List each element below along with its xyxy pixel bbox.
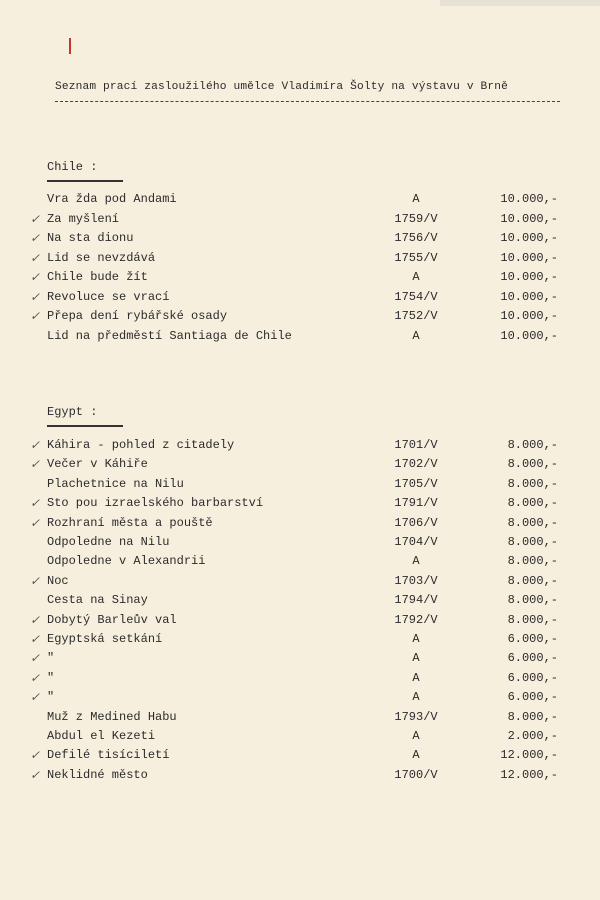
catalog-code: 1703/V [394, 573, 438, 588]
check-mark: ✓ [30, 612, 41, 627]
catalog-code: 1701/V [394, 438, 438, 452]
page-corner-shadow [440, 0, 600, 6]
work-price: 12.000,- [500, 748, 558, 763]
work-row [0, 290, 600, 309]
work-row [0, 212, 600, 231]
section-underline-chile [47, 180, 123, 182]
work-row [0, 309, 600, 328]
work-title: " [47, 690, 55, 705]
work-row [0, 457, 600, 476]
catalog-code: 1754/V [394, 289, 438, 304]
work-price: 8.000,- [507, 438, 558, 452]
work-price: 6.000,- [507, 651, 558, 666]
section-heading-chile: Chile : [47, 160, 98, 174]
catalog-code: 1792/V [394, 612, 438, 627]
work-title: Odpoledne v Alexandrii [47, 554, 206, 569]
work-title: Rozhraní města a pouště [47, 515, 213, 530]
work-price: 10.000,- [500, 192, 558, 206]
work-title: Abdul el Kezeti [47, 729, 156, 743]
document-title: Seznam prací zasloužilého umělce Vladimíra Šolty na výstavu v Brně [55, 81, 508, 93]
work-price: 10.000,- [500, 211, 558, 226]
check-mark: ✓ [30, 690, 41, 705]
work-price: 8.000,- [507, 573, 558, 588]
work-price: 8.000,- [507, 593, 558, 608]
work-row [0, 768, 600, 787]
catalog-code: 1704/V [394, 535, 438, 549]
catalog-code: 1759/V [394, 211, 438, 226]
work-row [0, 516, 600, 535]
check-mark: ✓ [30, 632, 41, 646]
check-mark: ✓ [30, 211, 41, 226]
check-mark: ✓ [30, 438, 41, 452]
catalog-code: A [412, 670, 420, 685]
work-title: Chile bude žít [47, 270, 148, 284]
work-title: Neklidné město [47, 767, 148, 782]
work-price: 6.000,- [507, 690, 558, 705]
work-title: Vra žda pod Andami [47, 192, 177, 206]
work-price: 8.000,- [507, 515, 558, 530]
check-mark: ✓ [30, 270, 41, 284]
work-price: 10.000,- [500, 289, 558, 304]
catalog-code: 1706/V [394, 515, 438, 530]
work-price: 6.000,- [507, 632, 558, 646]
work-price: 8.000,- [507, 535, 558, 549]
work-title: Sto pou izraelského barbarství [47, 496, 264, 511]
work-row [0, 651, 600, 670]
work-price: 10.000,- [500, 270, 558, 284]
catalog-code: 1793/V [394, 709, 438, 724]
check-mark: ✓ [30, 496, 41, 511]
work-price: 2.000,- [507, 729, 558, 743]
work-row [0, 729, 600, 748]
work-title: Muž z Medined Habu [47, 709, 177, 724]
work-price: 10.000,- [500, 231, 558, 245]
work-row [0, 748, 600, 767]
work-row [0, 535, 600, 554]
work-price: 10.000,- [500, 250, 558, 265]
title-underline [55, 101, 560, 102]
work-price: 8.000,- [507, 476, 558, 491]
check-mark: ✓ [30, 573, 41, 588]
check-mark: ✓ [30, 289, 41, 304]
check-mark: ✓ [30, 250, 41, 265]
work-row [0, 329, 600, 348]
catalog-code: 1752/V [394, 309, 438, 323]
check-mark: ✓ [30, 231, 41, 245]
work-row [0, 477, 600, 496]
work-title: " [47, 670, 55, 685]
check-mark: ✓ [30, 748, 41, 763]
work-title: " [47, 651, 55, 666]
work-row [0, 574, 600, 593]
work-price: 10.000,- [500, 309, 558, 323]
catalog-code: 1755/V [394, 250, 438, 265]
work-row [0, 251, 600, 270]
work-title: Na sta dionu [47, 231, 134, 245]
work-price: 6.000,- [507, 670, 558, 685]
work-price: 8.000,- [507, 554, 558, 569]
catalog-code: 1700/V [394, 767, 438, 782]
work-price: 10.000,- [500, 328, 558, 343]
work-title: Lid se nevzdává [47, 250, 156, 265]
work-price: 12.000,- [500, 767, 558, 782]
section-heading-egypt: Egypt : [47, 405, 98, 419]
work-title: Noc [47, 573, 69, 588]
work-row [0, 593, 600, 612]
check-mark: ✓ [30, 309, 41, 323]
work-title: Revoluce se vrací [47, 289, 170, 304]
work-price: 8.000,- [507, 612, 558, 627]
work-row [0, 710, 600, 729]
work-row [0, 671, 600, 690]
work-row [0, 496, 600, 515]
work-title: Defilé tisíciletí [47, 748, 170, 763]
catalog-code: A [412, 632, 420, 646]
work-price: 8.000,- [507, 457, 558, 472]
catalog-code: 1756/V [394, 231, 438, 245]
section-underline-egypt [47, 425, 123, 427]
catalog-code: A [412, 192, 420, 206]
catalog-code: A [412, 748, 420, 763]
catalog-code: A [412, 729, 420, 743]
work-row [0, 270, 600, 289]
catalog-code: 1791/V [394, 496, 438, 511]
catalog-code: A [412, 554, 420, 569]
work-price: 8.000,- [507, 709, 558, 724]
work-row [0, 632, 600, 651]
check-mark: ✓ [30, 670, 41, 685]
work-title: Dobytý Barleův val [47, 612, 177, 627]
work-title: Egyptská setkání [47, 632, 163, 646]
work-title: Přepa dení rybářské osady [47, 309, 228, 323]
catalog-code: A [412, 270, 420, 284]
check-mark: ✓ [30, 651, 41, 666]
check-mark: ✓ [30, 767, 41, 782]
check-mark: ✓ [30, 515, 41, 530]
red-pencil-mark [69, 38, 71, 54]
catalog-code: 1705/V [394, 476, 438, 491]
work-price: 8.000,- [507, 496, 558, 511]
work-title: Káhira - pohled z citadely [47, 438, 235, 452]
work-title: Za myšlení [47, 211, 120, 226]
work-row [0, 554, 600, 573]
work-row [0, 613, 600, 632]
catalog-code: A [412, 651, 420, 666]
work-title: Lid na předměstí Santiaga de Chile [47, 328, 292, 343]
work-title: Cesta na Sinay [47, 593, 148, 608]
catalog-code: A [412, 328, 420, 343]
work-row [0, 438, 600, 457]
catalog-code: 1702/V [394, 457, 438, 472]
work-row [0, 192, 600, 211]
work-title: Plachetnice na Nilu [47, 476, 184, 491]
catalog-code: 1794/V [394, 593, 438, 608]
catalog-code: A [412, 690, 420, 705]
work-row [0, 231, 600, 250]
check-mark: ✓ [30, 457, 41, 472]
work-row [0, 690, 600, 709]
work-title: Odpoledne na Nilu [47, 535, 170, 549]
work-title: Večer v Káhiře [47, 457, 148, 472]
